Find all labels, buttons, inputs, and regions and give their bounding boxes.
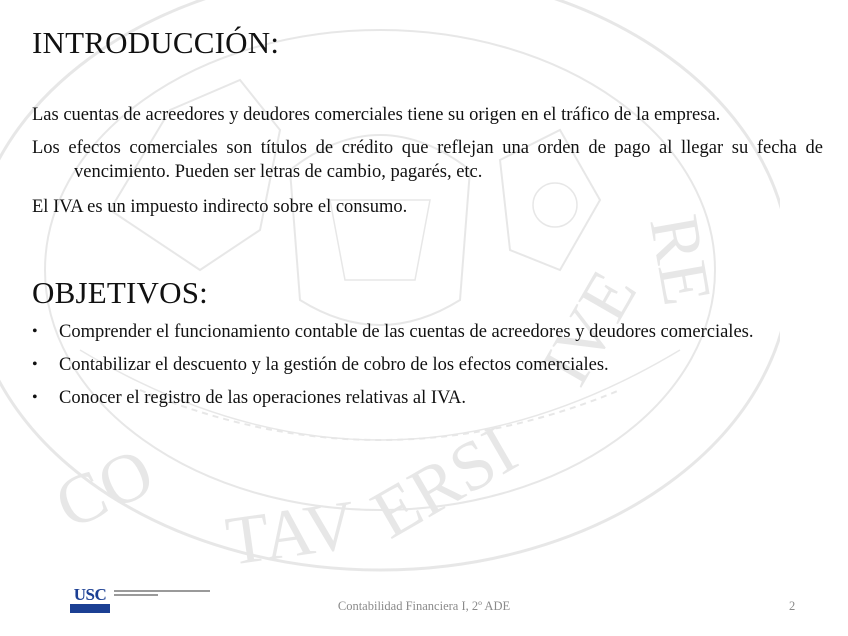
objective-text: Contabilizar el descuento y la gestión de cobro de los efectos comerciales.	[59, 355, 609, 375]
usc-logo-text: USC	[73, 585, 107, 604]
objectives-heading: OBJETIVOS:	[32, 275, 208, 310]
objective-text: Conocer el registro de las operaciones relativas al IVA.	[59, 388, 467, 408]
svg-text:TAV: TAV	[221, 486, 361, 581]
objective-text: Comprender el funcionamiento contable de las cuentas de acreedores y deudores comerciales.	[59, 322, 754, 342]
intro-paragraph: El IVA es un impuesto indirecto sobre el consumo.	[32, 197, 408, 217]
svg-text:RE: RE	[634, 209, 726, 311]
svg-text:ERSI: ERSI	[359, 411, 530, 554]
list-item	[32, 386, 823, 410]
svg-text:CO: CO	[44, 433, 165, 545]
page-number: 2	[789, 599, 796, 613]
bullet-icon: •	[32, 323, 38, 340]
footer-course: Contabilidad Financiera I, 2º ADE	[337, 599, 511, 613]
list-item	[32, 353, 823, 377]
department-name-graphic	[114, 590, 210, 598]
intro-heading: INTRODUCCIÓN:	[32, 25, 280, 60]
objectives-list	[32, 320, 823, 419]
list-item	[32, 320, 823, 344]
bullet-icon: •	[32, 356, 38, 373]
intro-paragraph: Los efectos comerciales son títulos de crédito que reflejan una orden de pago al llegar su fecha de vencimiento. Pueden ser letras de cambio, pagarés, etc.	[32, 138, 823, 182]
intro-paragraph: Las cuentas de acreedores y deudores comerciales tiene su origen en el tráfico de la empresa.	[32, 105, 721, 125]
svg-text:IVE: IVE	[527, 258, 653, 398]
bullet-icon: •	[32, 389, 38, 406]
